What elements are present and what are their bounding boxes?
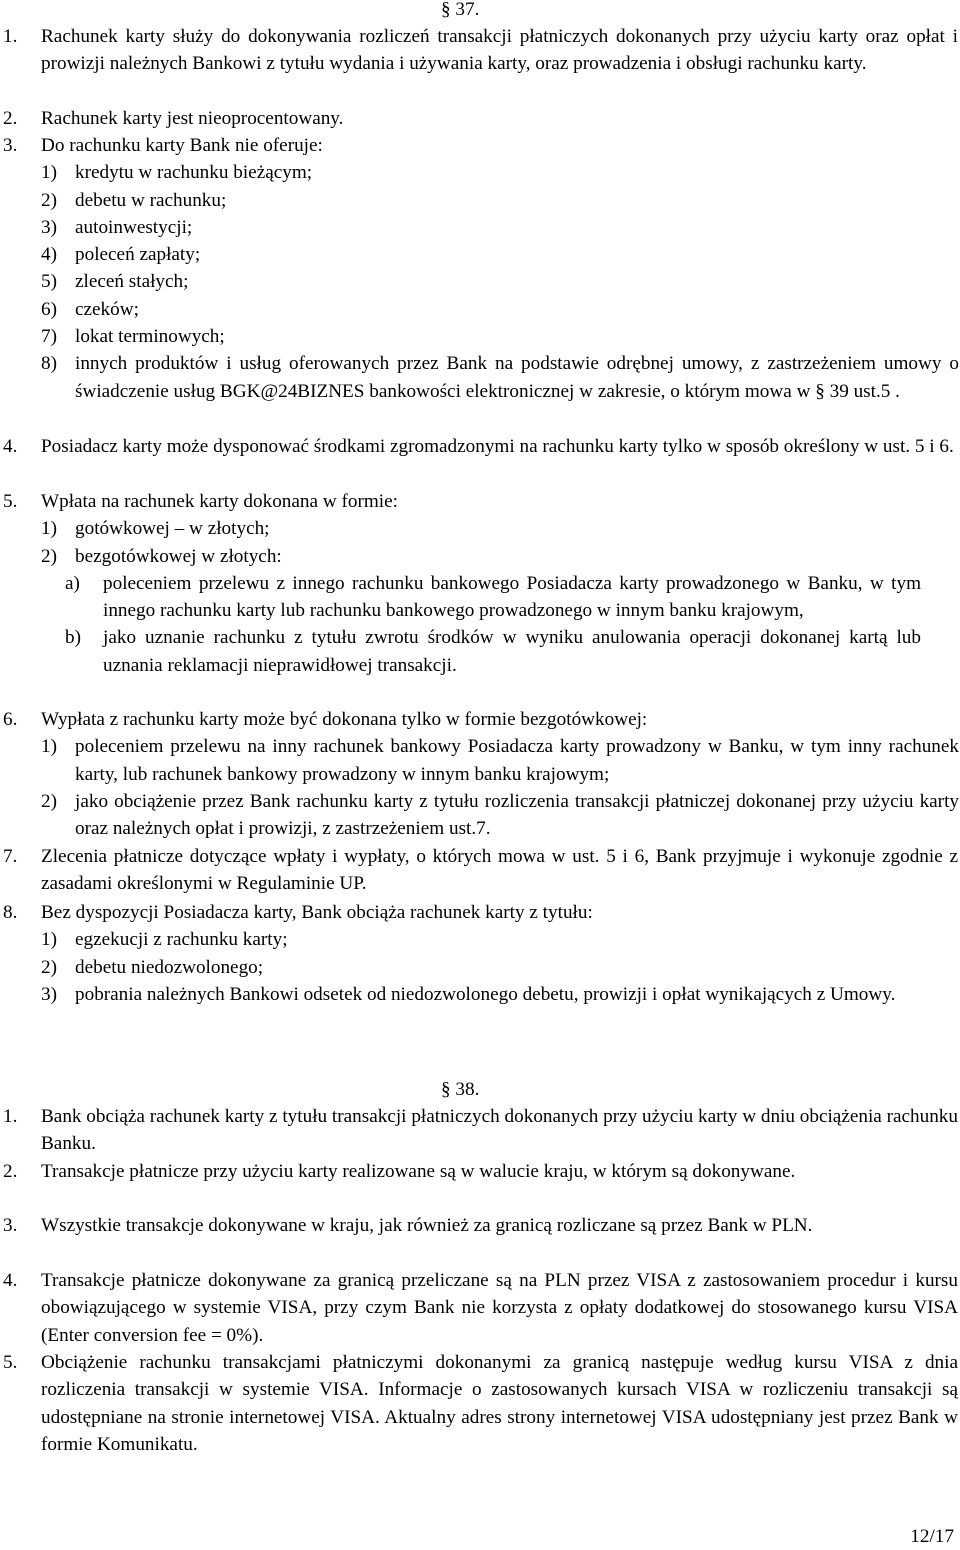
paragraph-text: Bez dyspozycji Posiadacza karty, Bank obciąża rachunek karty z tytułu: bbox=[41, 902, 593, 923]
list-text: kredytu w rachunku bieżącym; bbox=[75, 162, 313, 184]
paragraph-text: Do rachunku karty Bank nie oferuje: bbox=[41, 135, 323, 156]
list-text: pobrania należnych Bankowi odsetek od niedozwolonego debetu, prowizji i opłat wynikających z Umowy. bbox=[75, 983, 896, 1005]
paragraph-38-3 bbox=[3, 1212, 958, 1239]
list-item bbox=[41, 954, 959, 981]
paragraph-37-6 bbox=[3, 706, 958, 842]
paragraph-37-2 bbox=[3, 105, 958, 132]
list-number: 1) bbox=[41, 736, 57, 758]
list-item bbox=[41, 515, 959, 542]
list-item bbox=[41, 733, 959, 788]
list-text: debetu niedozwolonego; bbox=[75, 956, 264, 978]
paragraph-text: Wszystkie transakcje dokonywane w kraju, jak również za granicą rozliczane są przez Bank w PLN. bbox=[41, 1215, 813, 1236]
list-text: innych produktów i usług oferowanych przez Bank na podstawie odrębnej umowy, z zastrzeżeniem umowy o świadczenie usług BGK@24BIZNES bankowości elektronicznej w zakresie, o którym mowa w § 39 ust.5 . bbox=[75, 353, 959, 402]
list-item bbox=[41, 981, 959, 1008]
list-letter: a) bbox=[65, 572, 80, 594]
paragraph-number: 7. bbox=[3, 846, 18, 867]
paragraph-text: Posiadacz karty może dysponować środkami zgromadzonymi na rachunku karty tylko w sposób określony w ust. 5 i 6. bbox=[41, 436, 954, 457]
list-text: poleceniem przelewu na inny rachunek bankowy Posiadacza karty prowadzony w Banku, w tym inny rachunek karty, lub rachunek bankowy prowadzony w innym banku krajowym; bbox=[75, 736, 959, 785]
list-text: gotówkowej – w złotych; bbox=[75, 518, 270, 540]
list-text: poleceń zapłaty; bbox=[75, 244, 201, 266]
list-item bbox=[41, 241, 959, 268]
list-number: 7) bbox=[41, 326, 57, 348]
list-item bbox=[65, 624, 921, 679]
paragraph-text: Obciążenie rachunku transakcjami płatniczymi dokonanymi za granicą następuje według kursu VISA z dnia rozliczenia transakcji w systemie VISA. Informacje o zastosowanych kursach VISA w rozliczeniu transakcji są udostępniane na stronie internetowej VISA. Aktualny adres strony internetowej VISA udostępniany jest przez Bank w formie Komunikatu. bbox=[41, 1352, 958, 1455]
paragraph-number: 1. bbox=[3, 1106, 18, 1127]
list-item bbox=[41, 350, 959, 405]
list-text: jako uznanie rachunku z tytułu zwrotu środków w wyniku anulowania operacji dokonanej kartą lub uznania reklamacji nieprawidłowej transakcji. bbox=[103, 627, 921, 676]
paragraph-number: 4. bbox=[3, 436, 18, 457]
list-text: zleceń stałych; bbox=[75, 271, 189, 293]
paragraph-37-7 bbox=[3, 843, 958, 898]
list-number: 1) bbox=[41, 929, 57, 951]
list-text: egzekucji z rachunku karty; bbox=[75, 929, 288, 951]
list-text: autoinwestycji; bbox=[75, 216, 193, 238]
list-number: 2) bbox=[41, 790, 57, 812]
paragraph-number: 2. bbox=[3, 108, 18, 129]
list-text: bezgotówkowej w złotych: bbox=[75, 545, 282, 567]
paragraph-38-2 bbox=[3, 1158, 958, 1185]
paragraph-38-4 bbox=[3, 1267, 958, 1349]
list-number: 1) bbox=[41, 518, 57, 540]
paragraph-number: 5. bbox=[3, 1352, 18, 1373]
list-item bbox=[41, 187, 959, 214]
paragraph-text: Rachunek karty służy do dokonywania rozliczeń transakcji płatniczych dokonanych przy użyciu karty oraz opłat i prowizji należnych Bankowi z tytułu wydania i używania karty, oraz prowadzenia i obsługi rachunku karty. bbox=[41, 26, 958, 75]
list-text: czeków; bbox=[75, 298, 139, 320]
paragraph-38-1 bbox=[3, 1103, 958, 1158]
paragraph-number: 2. bbox=[3, 1161, 18, 1182]
list-item bbox=[41, 268, 959, 295]
list-item bbox=[41, 926, 959, 953]
paragraph-text: Wpłata na rachunek karty dokonana w formie: bbox=[41, 491, 398, 512]
list-item bbox=[41, 214, 959, 241]
paragraph-number: 4. bbox=[3, 1270, 18, 1291]
paragraph-number: 3. bbox=[3, 135, 18, 156]
list-number: 8) bbox=[41, 353, 57, 375]
section-title-38: § 38. bbox=[441, 1079, 480, 1100]
list-number: 2) bbox=[41, 545, 57, 567]
paragraph-number: 1. bbox=[3, 26, 18, 47]
paragraph-38-5 bbox=[3, 1349, 958, 1458]
section-title-37: § 37. bbox=[441, 0, 480, 20]
paragraph-37-8 bbox=[3, 899, 958, 1008]
paragraph-37-3 bbox=[3, 132, 958, 405]
list-number: 4) bbox=[41, 244, 57, 266]
paragraph-text: Transakcje płatnicze przy użyciu karty realizowane są w walucie kraju, w którym są dokonywane. bbox=[41, 1161, 796, 1182]
list-number: 2) bbox=[41, 189, 57, 211]
list-number: 2) bbox=[41, 956, 57, 978]
list-item bbox=[41, 788, 959, 843]
paragraph-number: 3. bbox=[3, 1215, 18, 1236]
paragraph-text: Bank obciąża rachunek karty z tytułu transakcji płatniczych dokonanych przy użyciu karty w dniu obciążenia rachunku Banku. bbox=[41, 1106, 958, 1155]
list-item bbox=[41, 543, 959, 570]
paragraph-text: Zlecenia płatnicze dotyczące wpłaty i wypłaty, o których mowa w ust. 5 i 6, Bank przyjmuje i wykonuje zgodnie z zasadami określonymi w Regulaminie UP. bbox=[41, 846, 958, 895]
paragraph-number: 5. bbox=[3, 491, 18, 512]
list-letter: b) bbox=[65, 627, 81, 649]
list-text: poleceniem przelewu z innego rachunku bankowego Posiadacza karty prowadzonego w Banku, w tym innego rachunku karty lub rachunku bankowego prowadzonego w innym banku krajowym, bbox=[103, 572, 921, 622]
list-item bbox=[65, 570, 921, 625]
paragraph-text: Rachunek karty jest nieoprocentowany. bbox=[41, 108, 344, 129]
list-item bbox=[41, 159, 959, 186]
list-number: 3) bbox=[41, 983, 57, 1005]
paragraph-text: Transakcje płatnicze dokonywane za granicą przeliczane są na PLN przez VISA z zastosowaniem procedur i kursu obowiązującego w systemie VISA, przy czym Bank nie korzysta z opłaty dodatkowej do stosowanego kursu VISA (Enter conversion fee = 0%). bbox=[41, 1270, 958, 1346]
page-number: 12/17 bbox=[910, 1526, 954, 1547]
list-item bbox=[41, 323, 959, 350]
paragraph-37-4 bbox=[3, 433, 958, 460]
paragraph-text: Wypłata z rachunku karty może być dokonana tylko w formie bezgotówkowej: bbox=[41, 709, 648, 730]
paragraph-number: 6. bbox=[3, 709, 18, 730]
list-text: jako obciążenie przez Bank rachunku karty z tytułu rozliczenia transakcji płatniczej dokonanej przy użyciu karty oraz należnych opłat i prowizji, z zastrzeżeniem ust.7. bbox=[75, 790, 959, 840]
list-number: 6) bbox=[41, 298, 57, 320]
paragraph-37-5 bbox=[3, 488, 958, 679]
list-text: lokat terminowych; bbox=[75, 326, 225, 348]
paragraph-number: 8. bbox=[3, 902, 18, 923]
list-number: 5) bbox=[41, 271, 57, 293]
paragraph-37-1 bbox=[3, 23, 958, 78]
list-number: 3) bbox=[41, 216, 57, 238]
list-text: debetu w rachunku; bbox=[75, 189, 227, 211]
list-number: 1) bbox=[41, 162, 57, 184]
list-item bbox=[41, 296, 959, 323]
